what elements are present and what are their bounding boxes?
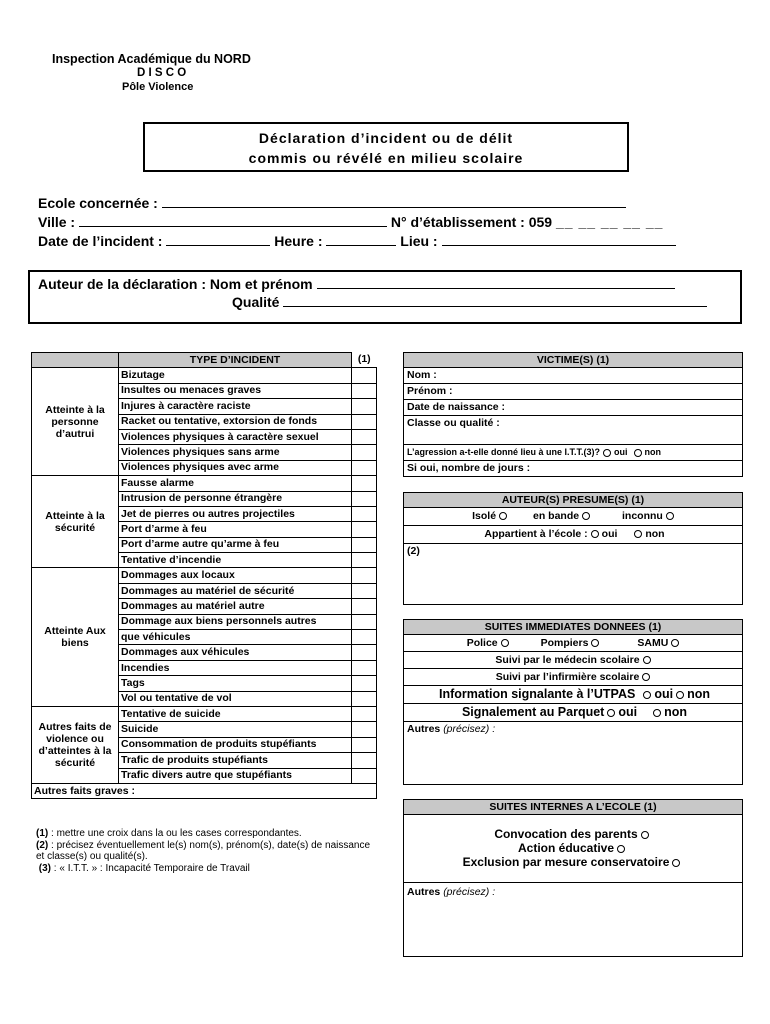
incident-checkbox[interactable] — [352, 645, 377, 660]
author-box — [28, 270, 742, 324]
incident-checkbox[interactable] — [352, 568, 377, 583]
incident-item-label: Injures à caractère raciste — [119, 399, 352, 414]
auteur-appartient-row — [404, 526, 742, 544]
police-radio[interactable] — [501, 639, 509, 647]
lieu-label: Lieu : — [400, 233, 438, 249]
suites-precisez: (précisez) : — [443, 723, 496, 735]
ville-field[interactable] — [79, 226, 387, 227]
suites-header: SUITES IMMEDIATES DONNEES (1) — [404, 620, 742, 635]
parquet-label: Signalement au Parquet — [461, 705, 605, 719]
itt-non-label: non — [644, 447, 662, 457]
lieu-field[interactable] — [442, 245, 676, 246]
auteur-type-row — [404, 508, 742, 526]
incident-checkbox[interactable] — [352, 660, 377, 675]
header-disco: D I S C O — [137, 67, 187, 79]
utpas-oui-radio[interactable] — [643, 691, 651, 699]
incident-item-label: Consommation de produits stupéfiants — [119, 737, 352, 752]
incident-item-label: Intrusion de personne étrangère — [119, 491, 352, 506]
convocation-row — [404, 827, 742, 841]
author-name-field[interactable] — [317, 288, 675, 289]
incident-type-header: TYPE D’INCIDENT — [119, 353, 352, 368]
incident-item-label: Violences physiques sans arme — [119, 445, 352, 460]
school-section — [38, 194, 676, 251]
qualite-field[interactable] — [283, 306, 707, 307]
infirmiere-label: Suivi par l’infirmière scolaire — [495, 671, 640, 683]
incident-item-label: Vol ou tentative de vol — [119, 691, 352, 706]
incident-item-label: Violences physiques à caractère sexuel — [119, 429, 352, 444]
header-inspection: Inspection Académique du NORD — [52, 52, 251, 66]
suites-medecin-row — [404, 652, 742, 669]
ecole-label: Ecole concernée : — [38, 195, 158, 211]
victim-jours[interactable]: Si oui, nombre de jours : — [407, 462, 531, 474]
incident-item-label: Insultes ou menaces graves — [119, 383, 352, 398]
incident-checkbox[interactable] — [352, 691, 377, 706]
suites-parquet-row — [404, 704, 742, 722]
victim-itt-row — [404, 445, 742, 461]
bande-label: en bande — [533, 510, 580, 522]
internes-options — [404, 815, 742, 883]
action-row — [404, 841, 742, 855]
incident-ref-header: (1) — [357, 353, 371, 366]
exclusion-label: Exclusion par mesure conservatoire — [462, 855, 670, 869]
qualite-label: Qualité — [232, 294, 280, 310]
title-box — [143, 122, 629, 172]
incident-item-label: Trafic divers autre que stupéfiants — [119, 768, 352, 783]
incident-checkbox[interactable] — [352, 445, 377, 460]
incident-item-label: Trafic de produits stupéfiants — [119, 753, 352, 768]
incident-checkbox[interactable] — [352, 491, 377, 506]
incident-category: Atteinte Aux biens — [32, 568, 119, 707]
internes-precisez: (précisez) : — [443, 886, 496, 898]
pompiers-label: Pompiers — [540, 637, 589, 649]
pompiers-radio[interactable] — [591, 639, 599, 647]
appartient-label: Appartient à l’école : — [484, 528, 588, 540]
samu-label: SAMU — [637, 637, 669, 649]
bande-radio[interactable] — [582, 512, 590, 520]
incident-row — [32, 368, 377, 383]
incident-item-label: Dommages au matériel de sécurité — [119, 583, 352, 598]
infirmiere-radio[interactable] — [642, 673, 650, 681]
incident-checkbox[interactable] — [352, 414, 377, 429]
incident-checkbox[interactable] — [352, 676, 377, 691]
police-label: Police — [466, 637, 498, 649]
exclusion-row — [404, 855, 742, 869]
title-line2: commis ou révélé en milieu scolaire — [248, 150, 524, 166]
inconnu-radio[interactable] — [666, 512, 674, 520]
heure-field[interactable] — [326, 245, 396, 246]
appartient-oui-label: oui — [601, 528, 618, 540]
incident-checkbox[interactable] — [352, 506, 377, 521]
etab-value: 059 — [528, 214, 553, 230]
incident-item-label: Port d’arme autre qu’arme à feu — [119, 537, 352, 552]
incident-item-label: Fausse alarme — [119, 476, 352, 491]
incident-table — [31, 352, 377, 799]
autres-faits-graves[interactable]: Autres faits graves : — [32, 783, 377, 798]
author-label: Auteur de la déclaration : Nom et prénom — [38, 276, 313, 292]
internes-autres-label: Autres — [407, 886, 441, 898]
incident-category: Atteinte à la personne d’autrui — [32, 368, 119, 476]
action-label: Action éducative — [517, 841, 615, 855]
incident-checkbox[interactable] — [352, 722, 377, 737]
date-field[interactable] — [166, 245, 270, 246]
incident-item-label: Incendies — [119, 660, 352, 675]
incident-checkbox[interactable] — [352, 768, 377, 783]
internes-autres-row[interactable] — [404, 883, 742, 901]
incident-item-label: que véhicules — [119, 630, 352, 645]
isole-radio[interactable] — [499, 512, 507, 520]
utpas-oui-label: oui — [654, 687, 674, 701]
incident-category: Atteinte à la sécurité — [32, 476, 119, 568]
auteur-note-row[interactable]: (2) — [407, 545, 420, 557]
victim-naissance[interactable]: Date de naissance : — [404, 400, 742, 416]
ville-label: Ville : — [38, 214, 76, 230]
incident-item-label: Violences physiques avec arme — [119, 460, 352, 475]
date-label: Date de l’incident : — [38, 233, 163, 249]
appartient-non-radio[interactable] — [634, 530, 642, 538]
incident-row — [32, 706, 377, 721]
note-2: (2) : précisez éventuellement le(s) nom(s), prénom(s), date(s) de naissance et classe(s) ou qualité(s). — [36, 839, 371, 862]
incident-checkbox[interactable] — [352, 614, 377, 629]
incident-item-label: Dommage aux biens personnels autres — [119, 614, 352, 629]
incident-item-label: Dommages aux locaux — [119, 568, 352, 583]
ecole-field[interactable] — [162, 207, 626, 208]
suites-services-row — [404, 635, 742, 652]
incident-checkbox[interactable] — [352, 553, 377, 568]
internes-box — [403, 799, 743, 957]
action-radio[interactable] — [617, 845, 625, 853]
parquet-oui-radio[interactable] — [607, 709, 615, 717]
incident-checkbox[interactable] — [352, 476, 377, 491]
suites-utpas-row — [404, 686, 742, 704]
suites-infirmiere-row — [404, 669, 742, 686]
incident-checkbox[interactable] — [352, 706, 377, 721]
medecin-radio[interactable] — [643, 656, 651, 664]
internes-header: SUITES INTERNES A L’ECOLE (1) — [404, 800, 742, 815]
utpas-non-label: non — [687, 687, 710, 701]
note-3: (3) : « I.T.T. » : Incapacité Temporaire de Travail — [38, 862, 250, 874]
convocation-label: Convocation des parents — [494, 827, 638, 841]
isole-label: Isolé — [472, 510, 497, 522]
incident-row — [32, 568, 377, 583]
utpas-non-radio[interactable] — [676, 691, 684, 699]
incident-item-label: Port d’arme à feu — [119, 522, 352, 537]
auteur-box — [403, 492, 743, 605]
convocation-radio[interactable] — [641, 831, 649, 839]
incident-checkbox[interactable] — [352, 599, 377, 614]
victim-prenom[interactable]: Prénom : — [404, 384, 742, 400]
incident-item-label: Suicide — [119, 722, 352, 737]
incident-checkbox[interactable] — [352, 522, 377, 537]
parquet-non-radio[interactable] — [653, 709, 661, 717]
incident-checkbox[interactable] — [352, 460, 377, 475]
itt-non-radio[interactable] — [634, 449, 642, 457]
medecin-label: Suivi par le médecin scolaire — [495, 654, 640, 666]
note-1: (1) : mettre une croix dans la ou les cases correspondantes. — [36, 828, 302, 839]
incident-item-label: Jet de pierres ou autres projectiles — [119, 506, 352, 521]
incident-checkbox[interactable] — [352, 630, 377, 645]
parquet-non-label: non — [664, 705, 688, 719]
incident-checkbox[interactable] — [352, 368, 377, 383]
victim-header: VICTIME(S) (1) — [404, 353, 742, 368]
itt-question: L’agression a-t-elle donné lieu à une I.T.T.(3)? — [407, 447, 601, 457]
incident-item-label: Bizutage — [119, 368, 352, 383]
suites-autres-row[interactable] — [404, 722, 742, 737]
incident-checkbox[interactable] — [352, 583, 377, 598]
victim-classe[interactable]: Classe ou qualité : — [404, 416, 742, 445]
utpas-label: Information signalante à l’UTPAS — [439, 687, 636, 701]
incident-item-label: Tentative de suicide — [119, 706, 352, 721]
incident-category: Autres faits de violence ou d’atteintes à la sécurité — [32, 706, 119, 783]
incident-checkbox[interactable] — [352, 383, 377, 398]
incident-item-label: Tags — [119, 676, 352, 691]
incident-checkbox[interactable] — [352, 399, 377, 414]
incident-item-label: Tentative d’incendie — [119, 553, 352, 568]
etab-field[interactable]: __ __ __ __ __ — [555, 214, 664, 230]
incident-checkbox[interactable] — [352, 429, 377, 444]
victim-box — [403, 352, 743, 477]
inconnu-label: inconnu — [622, 510, 663, 522]
appartient-oui-radio[interactable] — [591, 530, 599, 538]
parquet-oui-label: oui — [618, 705, 638, 719]
etab-label: N° d’établissement : — [390, 214, 525, 230]
header-pole: Pôle Violence — [122, 81, 194, 93]
suites-box — [403, 619, 743, 785]
victim-nom[interactable]: Nom : — [404, 368, 742, 384]
itt-oui-label: oui — [614, 447, 628, 457]
notes — [36, 828, 376, 874]
title-line1: Déclaration d’incident ou de délit — [258, 130, 514, 146]
exclusion-radio[interactable] — [672, 859, 680, 867]
samu-radio[interactable] — [671, 639, 679, 647]
incident-checkbox[interactable] — [352, 753, 377, 768]
incident-item-label: Racket ou tentative, extorsion de fonds — [119, 414, 352, 429]
itt-oui-radio[interactable] — [603, 449, 611, 457]
appartient-non-label: non — [645, 528, 665, 540]
incident-item-label: Dommages aux véhicules — [119, 645, 352, 660]
suites-autres-label: Autres — [407, 723, 441, 735]
auteur-header: AUTEUR(S) PRESUME(S) (1) — [404, 493, 742, 508]
incident-checkbox[interactable] — [352, 537, 377, 552]
incident-row — [32, 476, 377, 491]
incident-checkbox[interactable] — [352, 737, 377, 752]
heure-label: Heure : — [274, 233, 323, 249]
incident-item-label: Dommages au matériel autre — [119, 599, 352, 614]
